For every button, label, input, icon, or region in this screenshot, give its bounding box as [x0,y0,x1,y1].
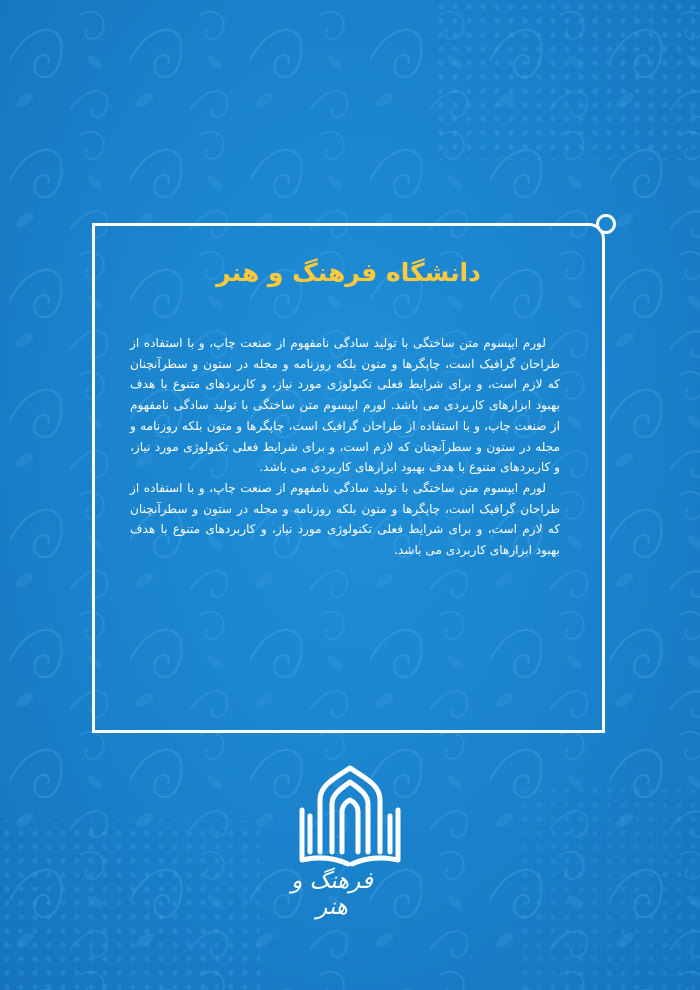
frame-corner-ring [596,214,616,234]
page-title: دانشگاه فرهنگ و هنر [216,258,481,287]
logo-caption: فرهنگ و هنر [291,868,373,920]
paragraph-2: لورم ایپسوم متن ساختگی با تولید سادگی نامفهوم از صنعت چاپ، و با استفاده از طراحان گرافیک است، چاپگرها و متون بلکه روزنامه و مجله در ستون و سطرآنچنان که لازم است، و برای شرایط فعلی تکنولوژی مورد نیاز، و کاربردهای متنوع با هدف بهبود ابزارهای کاربردی می باشد. [130,480,560,558]
book-dome-icon [290,760,410,870]
body-text [130,333,560,561]
paragraph-1: لورم ایپسوم متن ساختگی با تولید سادگی نامفهوم از صنعت چاپ، و با استفاده از طراحان گرافیک است، چاپگرها و متون بلکه روزنامه و مجله در ستون و سطرآنچنان که لازم است، و برای شرایط فعلی تکنولوژی مورد نیاز، و کاربردهای متنوع با هدف بهبود ابزارهای کاربردی می باشد. لورم ایپسوم متن ساختگی با تولید سادگی نامفهوم از صنعت چاپ، و با استفاده از طراحان گرافیک است، چاپگرها و متون بلکه روزنامه و مجله در ستون و سطرآنچنان که لازم است، و برای شرایط فعلی تکنولوژی مورد نیاز، و کاربردهای متنوع با هدف بهبود ابزارهای کاربردی می باشد. [130,336,560,475]
